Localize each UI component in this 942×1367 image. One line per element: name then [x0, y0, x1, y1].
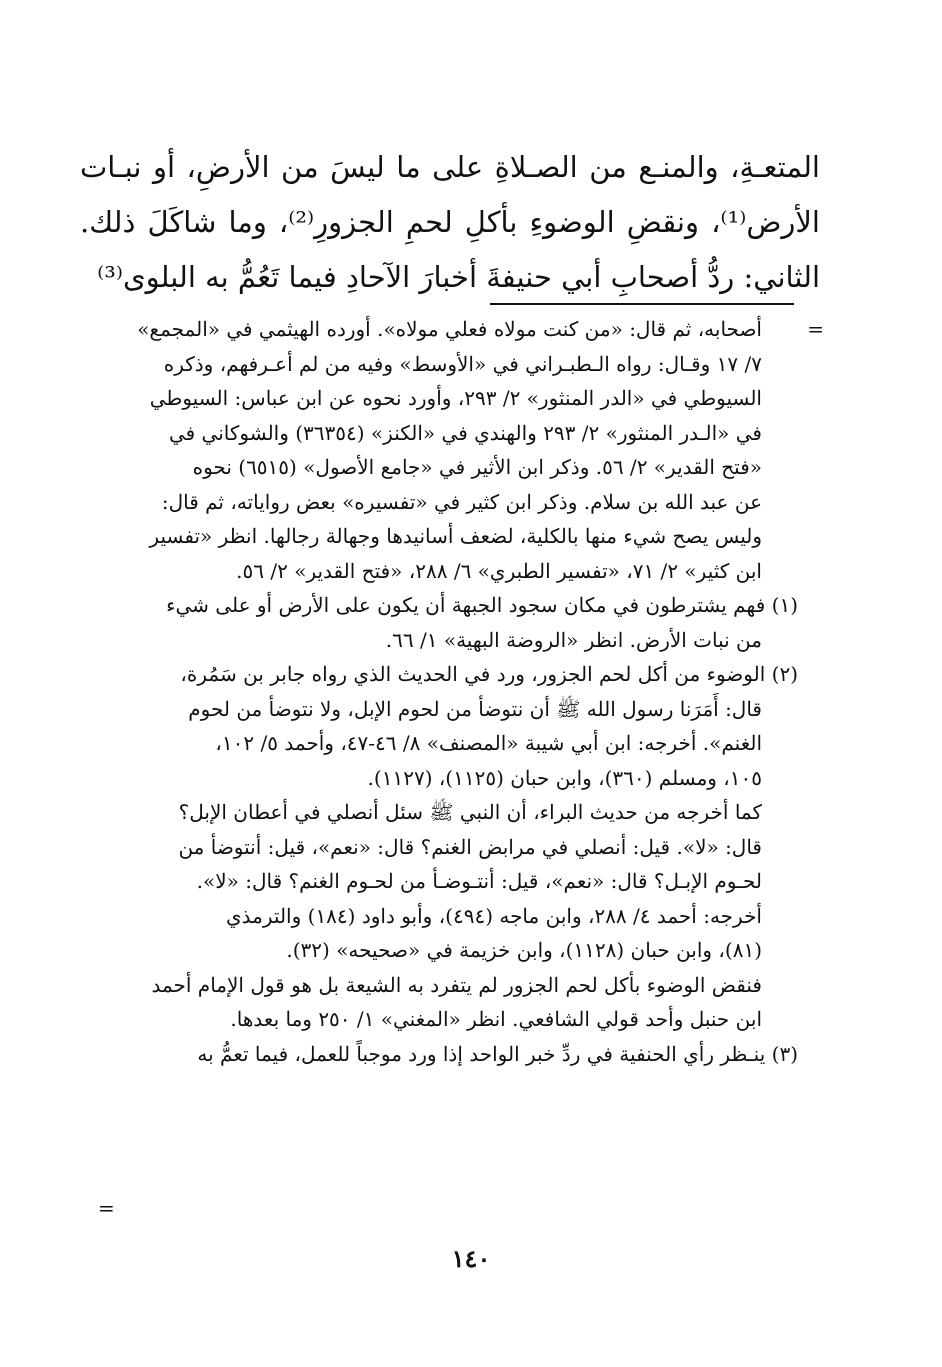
footnote-2-line: ابن حنبل وأحد قولي الشافعي. انظر «المغني» ١/ ٢٥٠ وما بعدها. [230, 1007, 762, 1031]
footnote-line: عن عبد الله بن سلام. وذكر ابن كثير في «تفسيره» بعض رواياته، ثم قال: [161, 489, 762, 514]
footnote-line: أصحابه، ثم قال: «من كنت مولاه فعلي مولاه». أورده الهيثمي في «المجمع» [137, 317, 762, 341]
page-number: ١٤٠ [451, 1244, 491, 1273]
footnote-line: «فتح القدير» ٢/ ٥٦. وذكر ابن الأثير في «جامع الأصول» (٦٥١٥) نحوه [192, 455, 762, 479]
footnote-2-line: (٢) الوضوء من أكل لحم الجزور، ورد في الحديث الذي رواه جابر بن سَمُرة، [180, 662, 798, 686]
footnote-2-line: كما أخرجه من حديث البراء، أن النبي ﷺ سئل أنصلي في أعطان الإبل؟ [178, 800, 762, 824]
footnote-2-line: الغنم». أخرجه: ابن أبي شيبة «المصنف» ٨/ ٤٦-٤٧، وأحمد ٥/ ١٠٢، [215, 731, 762, 755]
footnote-2-line: ١٠٥، ومسلم (٣٦٠)، وابن حبان (١١٢٥)، (١١٢٧). [367, 765, 762, 790]
footnote-2-line: لحـوم الإبـل؟ قال: «نعم»، قيل: أنتـوضـأ من لحـوم الغنم؟ قال: «لا». [196, 869, 762, 893]
main-text-line: المتعـةِ، والمنـع من الصـلاةِ على ما ليسَ من الأرضِ، أو نبـات [80, 150, 820, 184]
footnote-2-line: أخرجه: أحمد ٤/ ٢٨٨، وابن ماجه (٤٩٤)، وأبو داود (١٨٤) والترمذي [226, 903, 762, 928]
footnote-2-line: (٨١)، وابن حبان (١١٢٨)، وابن خزيمة في «صحيحه» (٣٢). [286, 938, 762, 962]
main-text-line: الأرض⁽¹⁾، ونقضِ الوضوءِ بأكلِ لحمِ الجزورِ⁽²⁾، وما شاكَلَ ذلك. [80, 205, 820, 239]
footnote-separator [490, 303, 794, 305]
footnote-continuation-mark: = [807, 317, 824, 341]
footnote-2-line: فنقض الوضوء بأكل لحم الجزور لم يتفرد به الشيعة بل هو قول الإمام أحمد [151, 972, 762, 997]
main-text-line: الثاني: ردُّ أصحابِ أبي حنيفةَ أخبارَ الآحادِ فيما تَعُمُّ به البلوى⁽³⁾ [97, 260, 820, 294]
footnote-3-line: (٣) ينـظر رأي الحنفية في ردِّ خبر الواحد إذا ورد موجباً للعمل، فيما تعمُّ به [197, 1041, 798, 1066]
footnote-1-line: (١) فهم يشترطون في مكان سجود الجبهة أن يكون على الأرض أو على شيء [166, 593, 798, 617]
footnote-line: ابن كثير» ٢/ ٧١، «تفسير الطبري» ٦/ ٢٨٨، «فتح القدير» ٢/ ٥٦. [236, 558, 762, 583]
footnote-line: السيوطي في «الدر المنثور» ٢/ ٢٩٣، وأورد نحوه عن ابن عباس: السيوطي [149, 386, 762, 410]
footnotes [108, 312, 798, 1071]
footnote-line: في «الـدر المنثور» ٢/ ٢٩٣ والهندي في «الكنز» (٣٦٣٥٤) والشوكاني في [168, 420, 762, 445]
footnote-continuation-mark: = [98, 1196, 115, 1220]
footnote-2-line: قال: «لا». قيل: أنصلي في مرابض الغنم؟ قال: «نعم»، قيل: أنتوضأ من [178, 834, 762, 859]
main-text [80, 140, 820, 305]
footnote-2-line: قال: أَمَرَنا رسول الله ﷺ أن نتوضأ من لحوم الإبل، ولا نتوضأ من لحوم [188, 696, 762, 721]
footnote-line: وليس يصح شيء منها بالكلية، لضعف أسانيدها وجهالة رجالها. انظر «تفسير [149, 524, 762, 548]
footnote-line: ٧/ ١٧ وقـال: رواه الـطبـراني في «الأوسط» وفيه من لم أعـرفهم، وذكره [163, 351, 762, 376]
footnote-1-line: من نبات الأرض. انظر «الروضة البهية» ١/ ٦٦. [385, 627, 762, 652]
